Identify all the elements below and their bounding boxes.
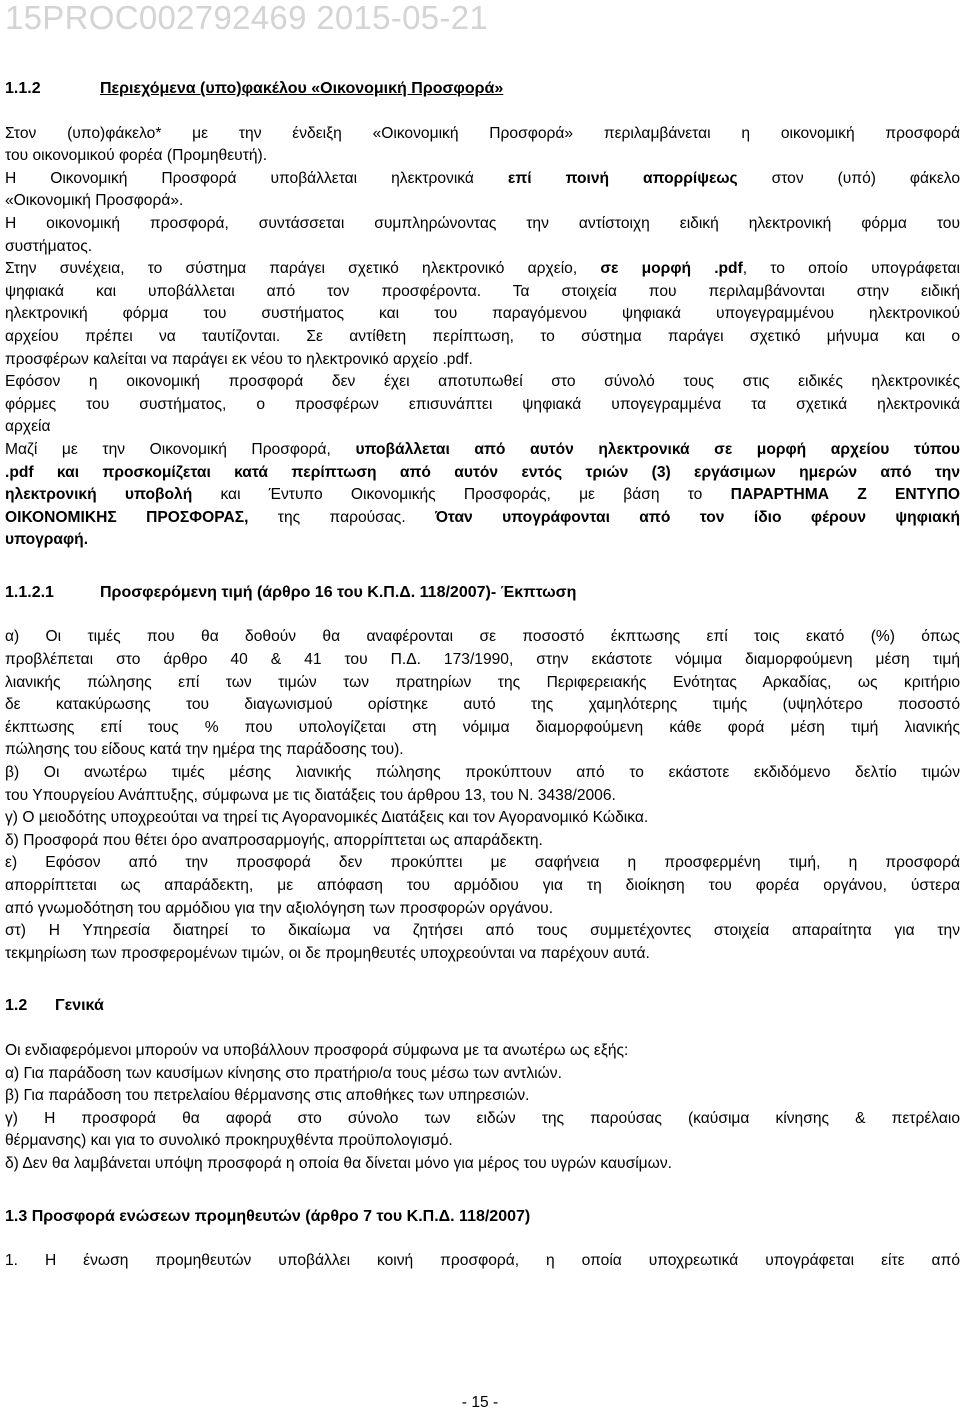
- paragraph-line: β) Για παράδοση του πετρελαίου θέρμανσης στις αποθήκες των υπηρεσιών.: [5, 1087, 530, 1105]
- paragraph-line: [5, 529, 960, 552]
- paragraph-line: αρχεία: [5, 418, 51, 436]
- paragraph-line: δε κατακύρωσης του διαγωνισμού ορίστηκε αυτό της χαμηλότερης τιμής (υψηλότερο ποσοστό: [5, 696, 960, 714]
- paragraph-line: Μαζί με την Οικονομική Προσφορά, υποβάλλεται από αυτόν ηλεκτρονικά σε μορφή αρχείου τύπου: [5, 440, 960, 458]
- bold-phrase: Όταν υπογράφονται από τον ίδιο φέρουν ψηφιακή: [435, 508, 960, 526]
- paragraph-line: στ) Η Υπηρεσία διατηρεί το δικαίωμα να ζητήσει από τους συμμετέχοντες στοιχεία απαραίτητα για την: [5, 922, 960, 940]
- section-heading-1-2: [5, 995, 960, 1018]
- paragraph-line: λιανικής πώλησης επί των τιμών των πρατηρίων της Περιφερειακής Ενότητας Αρκαδίας, ως κριτήριο: [5, 673, 960, 691]
- paragraph-line: προσφέρων καλείται να παράγει εκ νέου το ηλεκτρονικό αρχείο .pdf.: [5, 350, 473, 368]
- paragraph-line: Στην συνέχεια, το σύστημα παράγει σχετικό ηλεκτρονικό αρχείο, σε μορφή .pdf, το οποίο υπογράφεται: [5, 260, 960, 278]
- bold-phrase: ηλεκτρονική υποβολή: [5, 486, 193, 504]
- bold-phrase: ΟΙΚΟΝΟΜΙΚΗΣ ΠΡΟΣΦΟΡΑΣ,: [5, 508, 249, 526]
- paragraph-line: δ) Προσφορά που θέτει όρο αναπροσαρμογής, απορρίπτεται ως απαράδεκτη.: [5, 831, 543, 849]
- paragraph-line: ΟΙΚΟΝΟΜΙΚΗΣ ΠΡΟΣΦΟΡΑΣ, της παρούσας. Όταν υπογράφονται από τον ίδιο φέρουν ψηφιακή: [5, 508, 960, 526]
- paragraph-line: φόρμες του συστήματος, ο προσφέρων επισυνάπτει ψηφιακά υπογεγραμμένα τα σχετικά ηλεκτρονικά: [5, 395, 960, 413]
- paragraph-line: από γνωμοδότηση του αρμόδιου για την αξιολόγηση των προσφορών οργάνου.: [5, 899, 554, 917]
- paragraph-line: Εφόσον η οικονομική προσφορά δεν έχει αποτυπωθεί στο σύνολό τους στις ειδικές ηλεκτρονικές: [5, 373, 960, 391]
- section-title: Γενικά: [55, 997, 104, 1015]
- paragraph-line: συστήματος.: [5, 237, 93, 255]
- bold-phrase: υπογραφή.: [5, 531, 89, 549]
- paragraph-line: β) Οι ανωτέρω τιμές μέσης λιανικής πώλησης προκύπτουν από το εκάστοτε εκδιδόμενο δελτίο τιμών: [5, 764, 960, 782]
- paragraph-line: απορρίπτεται ως απαράδεκτη, με απόφαση του αρμόδιου για τη διοίκηση του φορέα οργάνου, ύστερα: [5, 877, 960, 894]
- paragraph-line: θέρμανσης) και για το συνολικό προκηρυχθέντα προϋπολογισμό.: [5, 1132, 453, 1150]
- section-heading-1-1-2: [5, 78, 960, 101]
- paragraph-line: 1. Η ένωση προμηθευτών υποβάλλει κοινή προσφορά, η οποία υποχρεωτικά υπογράφεται είτε από: [5, 1252, 960, 1270]
- paragraph-line: γ) Η προσφορά θα αφορά στο σύνολο των ειδών της παρούσας (καύσιμα κίνησης & πετρέλαιο: [5, 1109, 960, 1127]
- paragraph-line: έκπτωσης επί τους % που υπολογίζεται στη νόμιμα διαμορφούμενη κάθε φορά μέση τιμή λιανικής: [5, 718, 960, 736]
- paragraph-line: τεκμηρίωση των προσφερομένων τιμών, οι δε προμηθευτές υποχρεούνται να παρέχουν αυτά.: [5, 944, 650, 962]
- paragraph-line: δ) Δεν θα λαμβάνεται υπόψη προσφορά η οποία θα δίνεται μόνο για μέρος του υγρών καυσίμων.: [5, 1154, 672, 1172]
- paragraph-line: ηλεκτρονική υποβολή και Έντυπο Οικονομικής Προσφοράς, με βάση το ΠΑΡΑΡΤΗΜΑ Ζ ΕΝΤΥΠΟ: [5, 486, 960, 504]
- section-number: 1.2: [5, 997, 28, 1015]
- paragraph-line: ψηφιακά και υποβάλλεται από τον προσφέροντα. Τα στοιχεία που περιλαμβάνονται στην ειδική: [5, 282, 960, 300]
- paragraph-line: πώλησης του είδους κατά την ημέρα της παράδοσης του).: [5, 741, 404, 759]
- document-body: [5, 78, 960, 1273]
- section-title: Περιεχόμενα (υπο)φακέλου «Οικονομική Προσφορά»: [100, 80, 504, 97]
- section-number: 1.1.2.1: [5, 583, 54, 601]
- paragraph-line: Η οικονομική προσφορά, συντάσσεται συμπληρώνοντας την αντίστοιχη ειδική ηλεκτρονική φόρμα του: [5, 214, 960, 232]
- section-number: 1.1.2: [5, 80, 41, 97]
- paragraph-line: «Οικονομική Προσφορά».: [5, 192, 184, 210]
- paragraph-line: ηλεκτρονική φόρμα του συστήματος και του παραγόμενου ψηφιακά υπογεγραμμένου ηλεκτρονικού: [5, 305, 960, 323]
- paragraph-line: προβλέπεται στο άρθρο 40 & 41 του Π.Δ. 173/1990, στην εκάστοτε νόμιμα διαμορφούμενη μέση τιμή: [5, 651, 960, 669]
- bold-phrase: επί ποινή απορρίψεως: [507, 169, 738, 187]
- bold-phrase: .pdf και προσκομίζεται κατά περίπτωση από αυτόν εντός τριών (3) εργάσιμων ημερών από την: [5, 463, 960, 481]
- document-id-watermark: 15PROC002792469 2015-05-21: [5, 0, 488, 36]
- bold-phrase: σε μορφή: [600, 260, 692, 278]
- paragraph-line: γ) Ο μειοδότης υποχρεούται να τηρεί τις Αγορανομικές Διατάξεις και τον Αγορανομικό Κώδικα.: [5, 809, 649, 827]
- bold-phrase: υποβάλλεται από αυτόν ηλεκτρονικά σε μορφή αρχείου τύπου: [355, 440, 960, 458]
- paragraph-line: αρχείου πρέπει να ταυτίζονται. Σε αντίθετη περίπτωση, το σύστημα παράγει σχετικό μήνυμα και ο: [5, 327, 960, 345]
- paragraph-line: του Υπουργείου Ανάπτυξης, σύμφωνα με τις διατάξεις του άρθρου 13, του Ν. 3438/2006.: [5, 786, 616, 804]
- paragraph-line: ε) Εφόσον από την προσφορά δεν προκύπτει με σαφήνεια η προσφερμένη τιμή, η προσφορά: [5, 854, 960, 872]
- section-title: Προσφερόμενη τιμή (άρθρο 16 του Κ.Π.Δ. 118/2007)- Έκπτωση: [100, 583, 577, 601]
- bold-phrase: ΠΑΡΑΡΤΗΜΑ Ζ ΕΝΤΥΠΟ: [730, 486, 960, 504]
- paragraph-line: Στον (υπο)φάκελο* με την ένδειξη «Οικονομική Προσφορά» περιλαμβάνεται η οικονομική προσφορά: [5, 124, 960, 142]
- paragraph-line: α) Οι τιμές που θα δοθούν θα αναφέρονται σε ποσοστό έκπτωσης επί τοις εκατό (%) όπως: [5, 628, 960, 646]
- section-heading-1-1-2-1: [5, 582, 960, 605]
- paragraph-line: του οικονομικού φορέα (Προμηθευτή).: [5, 147, 268, 165]
- paragraph-line: Η Οικονομική Προσφορά υποβάλλεται ηλεκτρονικά επί ποινή απορρίψεως στον (υπό) φάκελο: [5, 169, 960, 187]
- section-heading-1-3: 1.3 Προσφορά ενώσεων προμηθευτών (άρθρο 7 του Κ.Π.Δ. 118/2007): [5, 1207, 531, 1225]
- paragraph-line: α) Για παράδοση των καυσίμων κίνησης στο πρατήριο/α τους μέσω των αντλιών.: [5, 1064, 562, 1082]
- paragraph-line: [5, 462, 960, 485]
- page-number: - 15 -: [461, 1394, 499, 1411]
- paragraph-line: Οι ενδιαφερόμενοι μπορούν να υποβάλλουν προσφορά σύμφωνα με τα ανωτέρω ως εξής:: [5, 1041, 629, 1059]
